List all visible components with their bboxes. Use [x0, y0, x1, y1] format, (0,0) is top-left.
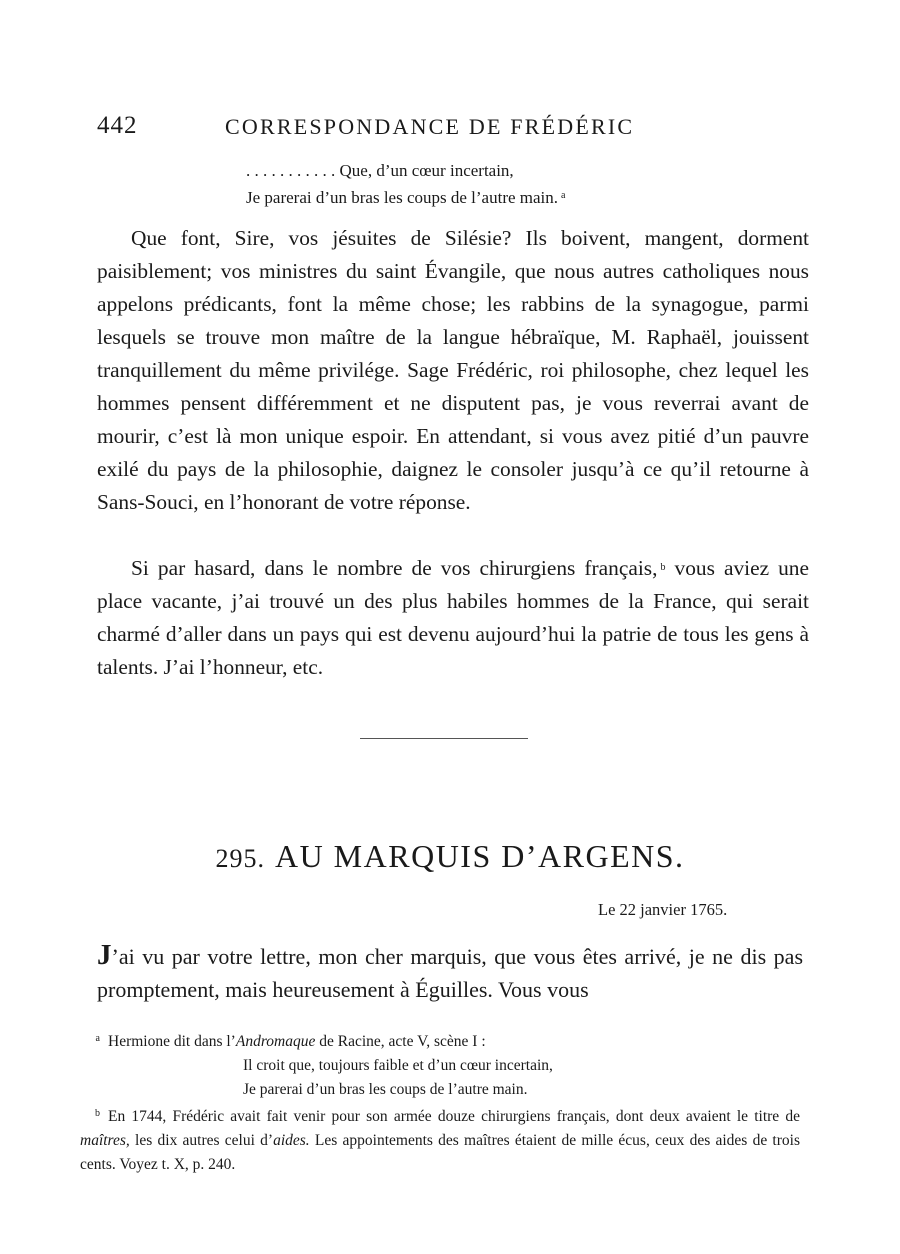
body-paragraph-2	[97, 551, 809, 684]
page-number: 442	[97, 112, 138, 139]
body-paragraph-1: Que font, Sire, vos jésuites de Silésie? Ils boivent, mangent, dorment paisiblement; vos ministres du saint Évangile, que nous autres catholiques nous appelons prédicants, font la même chose; les rabbins de la synagogue, parmi lesquels se trouve mon maître de la langue hébraïque, M. Raphaël, jouissent tranquillement du même privilége. Sage Frédéric, roi philosophe, chez lequel les hommes pensent différemment et ne disputent pas, je vous reverrai avant de mourir, c’est là mon unique espoir. En attendant, si vous avez pitié d’un pauvre exilé du pays de la philosophie, daignez le consoler jusqu’à ce qu’il retourne à Sans-Souci, en l’honorant de votre réponse.	[97, 226, 809, 514]
letter-opening-paragraph	[97, 939, 803, 1006]
footnote-ref-a[interactable]: a	[561, 190, 566, 201]
letter-heading	[0, 838, 900, 875]
body-paragraph-2-start: Si par hasard, dans le nombre de vos chirurgiens français,	[131, 556, 658, 580]
footnote-a-text-after: de Racine, acte V, scène I :	[315, 1033, 486, 1050]
body-paragraph-2-end: vous aviez une place vacante, j’ai trouvé un des plus habiles hommes de la France, qui serait charmé d’aller dans un pays qui est devenu aujourd’hui la patrie de tous les gens à talents. J’ai l’honneur, etc.	[97, 556, 809, 679]
page-header	[97, 112, 687, 142]
footnote-ref-b[interactable]: b	[660, 562, 666, 573]
verse-line-2	[246, 184, 686, 210]
footnote-b-term-maitres: maîtres,	[80, 1132, 130, 1149]
footnote-a-work-title: Andromaque	[235, 1033, 316, 1050]
footnote-a-quote-line-2: Je parerai d’un bras les coups de l’autre main.	[243, 1081, 528, 1098]
letter-number: 295.	[215, 844, 265, 873]
footnote-b-term-aides: aides.	[273, 1132, 310, 1149]
footnote-a-marker: a	[95, 1033, 100, 1044]
footnote-a-quote-line-1: Il croit que, toujours faible et d’un cœur incertain,	[243, 1057, 553, 1074]
letter-opening-text: ’ai vu par votre lettre, mon cher marquis, que vous êtes arrivé, je ne dis pas promptement, mais heureusement à Éguilles. Vous vous	[97, 944, 803, 1002]
footnote-b-text-3: Les appointements des maîtres étaient de mille écus, ceux des aides de trois cents. Voyez t. X, p. 240.	[80, 1132, 800, 1173]
footnote-b-text-1: En 1744, Frédéric avait fait venir pour son armée douze chirurgiens français, dont deux avaient le titre de	[108, 1108, 800, 1125]
letter-title: AU MARQUIS D’ARGENS.	[274, 838, 685, 874]
running-head: CORRESPONDANCE DE FRÉDÉRIC	[225, 114, 635, 139]
footnote-b-text-2: les dix autres celui d’	[129, 1132, 274, 1149]
verse-line-1	[246, 159, 686, 183]
footnote-b	[80, 1102, 800, 1177]
letter-date: Le 22 janvier 1765.	[598, 900, 728, 919]
footnotes	[80, 1027, 800, 1177]
footnote-b-marker: b	[95, 1108, 100, 1119]
verse-line-2-text: Je parerai d’un bras les coups de l’autre main.	[246, 188, 559, 207]
drop-cap: J	[97, 939, 112, 971]
section-divider	[360, 738, 528, 739]
footnote-a-text-before: Hermione dit dans l’	[108, 1033, 236, 1050]
footnote-a	[80, 1027, 800, 1054]
verse-line-1-text: . . . . . . . . . . . Que, d’un cœur incertain,	[246, 161, 514, 180]
